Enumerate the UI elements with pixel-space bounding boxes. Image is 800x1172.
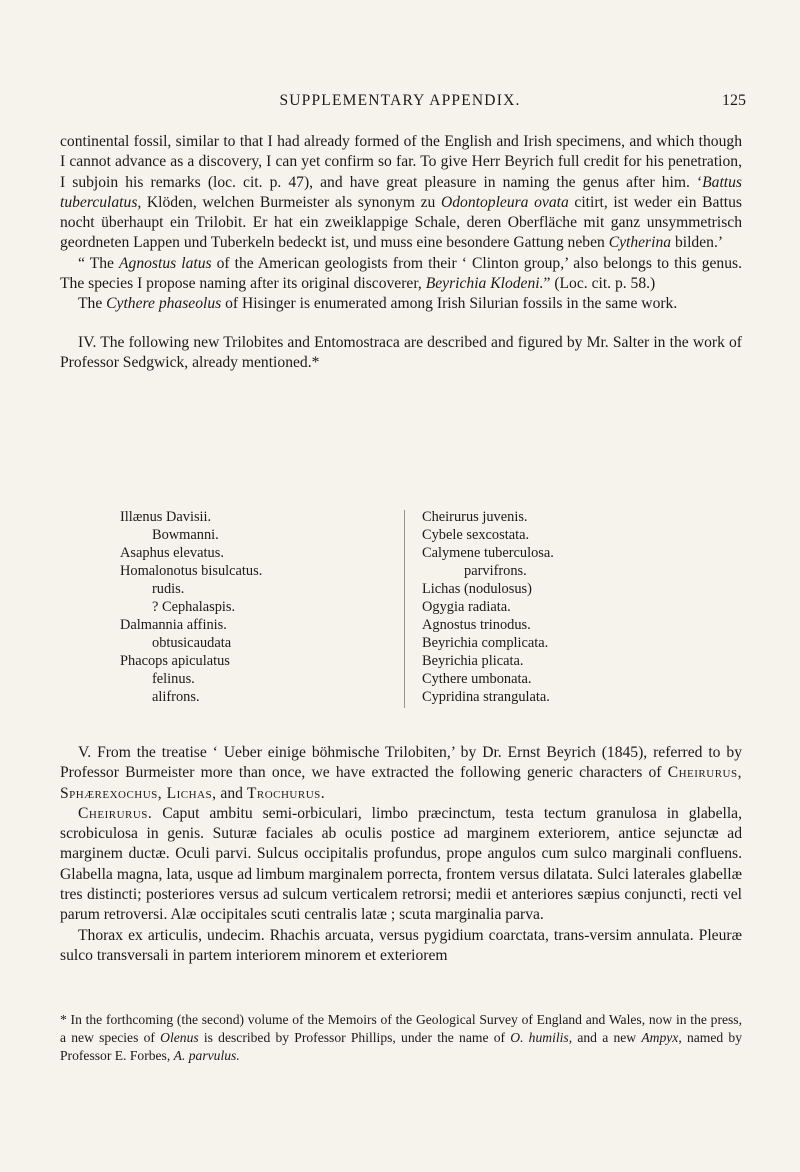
taxon-name: O. humilis, (510, 1030, 573, 1045)
list-item: Beyrichia complicata. (422, 635, 549, 651)
text-run: “ The (78, 254, 119, 272)
taxon-name: A. parvulus. (173, 1048, 240, 1063)
list-item: Bowmanni. (152, 527, 219, 543)
text-run: of the American geologists from their ‘ Clinton group,’ also belongs to this genus. The species I propose naming after its original discoverer, (60, 254, 742, 293)
list-item: Calymene tuberculosa. (422, 545, 554, 561)
main-text-top (60, 132, 742, 373)
page-number: 125 (722, 92, 746, 109)
genus-names: Cheirurus, Sphærexochus, Lichas, (60, 764, 742, 802)
list-item: obtusicaudata (152, 635, 232, 651)
list-item: rudis. (152, 581, 185, 597)
taxon-name: Odontopleura ovata (440, 193, 569, 211)
text-run: V. From the treatise ‘ Ueber einige böhmische Trilobiten,’ by Dr. Ernst Beyrich (1845), referred to by Professor Burmeister more than once, we have extracted the following generic characters of (60, 744, 742, 782)
taxon-name: Olenus (160, 1030, 199, 1045)
paragraph-cheirurus (60, 804, 742, 926)
paragraph-section-iv: IV. The following new Trilobites and Entomostraca are described and figured by Mr. Salter in the work of Professor Sedgwick, already mentioned.* (60, 333, 742, 371)
text-run: and a new (572, 1030, 642, 1045)
list-item: Homalonotus bisulcatus. (120, 563, 263, 579)
taxon-name: Agnostus latus (119, 254, 212, 272)
list-item: Phacops apiculatus (120, 653, 230, 669)
text-run: is described by Professor Phillips, under the name of (198, 1030, 511, 1045)
list-item: Dalmannia affinis. (120, 617, 227, 633)
text-run: bilden.’ (671, 234, 724, 252)
genus-names: Trochurus. (246, 784, 326, 802)
running-head: SUPPLEMENTARY APPENDIX. (279, 92, 521, 109)
paragraph-cythere (60, 294, 742, 314)
text-run: citirt, ist weder ein Battus nocht überhaupt ein Trilobit. Er hat ein zweiklappige Schale, deren Oberfläche mit ganz unsymmetrisch geordneten Lappen und Tuberkeln bedeckt ist, und muss eine besondere Gattung neben (60, 193, 742, 252)
taxon-name: Beyrichia Klodeni. (425, 275, 544, 293)
taxon-name: Cytherina (608, 234, 672, 252)
list-item: ? Cephalaspis. (152, 599, 236, 615)
list-item: Asaphus elevatus. (120, 545, 224, 561)
text-run: * In the forthcoming (the second) volume of the Memoirs of the Geological Survey of England and Wales, now in the press, a new species of (60, 1012, 742, 1045)
list-item: Cythere umbonata. (422, 671, 532, 687)
list-item: parvifrons. (464, 563, 527, 579)
list-item: Lichas (nodulosus) (422, 581, 532, 597)
list-item: Agnostus trinodus. (422, 617, 531, 633)
taxon-name: Cythere phaseolus (106, 295, 222, 313)
paragraph-section-v (60, 743, 742, 804)
text-run: ” (Loc. cit. p. 58.) (543, 275, 656, 293)
column-divider (404, 510, 405, 708)
list-item: Cypridina strangulata. (422, 689, 550, 705)
text-run: and (216, 784, 247, 802)
taxon-name: Ampyx, (641, 1030, 682, 1045)
list-item: alifrons. (152, 689, 200, 705)
footnote (60, 1011, 742, 1065)
text-run: of Hisinger is enumerated among Irish Silurian fossils in the same work. (221, 295, 678, 313)
list-item: Ogygia radiata. (422, 599, 511, 615)
text-run: Klöden, welchen Burmeister als synonym zu (141, 193, 441, 211)
paragraph-beyrich-quote (60, 132, 742, 254)
text-run: The (78, 295, 107, 313)
genus-heading: Cheirurus. (78, 804, 153, 822)
list-item: Cheirurus juvenis. (422, 509, 528, 525)
list-item: Beyrichia plicata. (422, 653, 524, 669)
list-item: Cybele sexcostata. (422, 527, 530, 543)
text-run: named by Professor E. Forbes, (60, 1030, 742, 1063)
text-run: continental fossil, similar to that I had already formed of the English and Irish specimens, and which though I cannot advance as a discovery, I can yet confirm so far. To give Herr Beyrich full credit for his penetration, I subjoin his remarks (loc. cit. p. 47), and have great pleasure in naming the genus after him. ‘ (60, 133, 742, 191)
text-run: Caput ambitu semi-orbiculari, limbo præcinctum, testa tectum granulosa in glabella, scrobiculosa in genis. Suturæ faciales ab oculis postice ad marginem exteriorem, antice sejunctæ ad marginem ductæ. Oculi parvi. Sulcus occipitalis profundus, prope angulos cum sulco marginali confluens. Glabella magna, lata, usque ad limbum marginalem porrecta, frontem versus dilatata. Sulci laterales glabellæ tres distincti; posteriores versus ad sulcum verticalem retrorsi; medii et anteriores sæpius conjuncti, recti vel parum retroversi. Alæ occipitales scuti centralis latæ ; scuta marginalia parva. (60, 804, 742, 924)
species-column-right (422, 508, 722, 706)
paragraph-thorax: Thorax ex articulis, undecim. Rhachis arcuata, versus pygidium coarctata, trans-versim annulata. Pleuræ sulco transversali in partem interiorem minorem et exteriorem (60, 926, 742, 964)
paragraph-agnostus (60, 254, 742, 295)
species-column-left (120, 508, 370, 706)
list-item: felinus. (152, 671, 195, 687)
list-item: Illænus Davisii. (120, 509, 212, 525)
main-text-bottom (60, 743, 742, 966)
taxon-name: Battus tuberculatus, (60, 173, 742, 211)
